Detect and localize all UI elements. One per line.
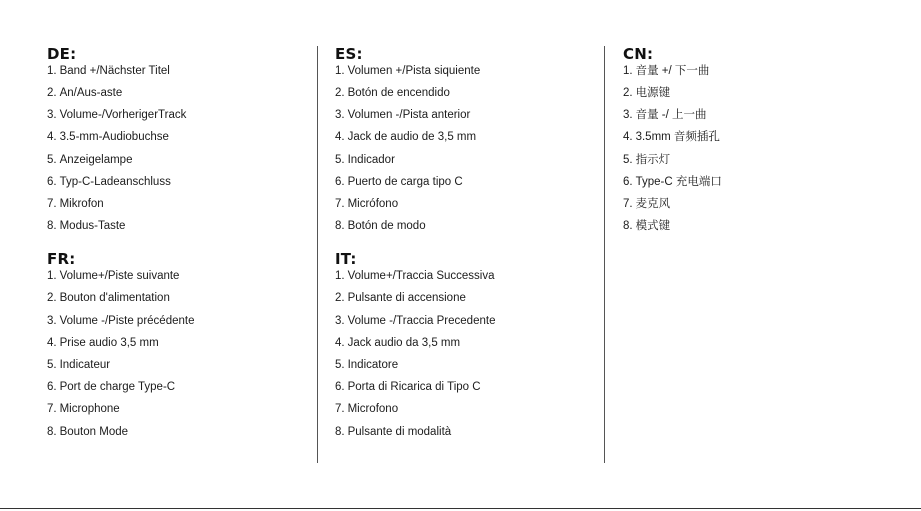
- list-item: 8. Bouton Mode: [47, 425, 129, 438]
- item-label: Type-C 充电端口: [635, 175, 722, 188]
- item-label: Volume-/VorherigerTrack: [59, 109, 187, 122]
- parts-list: [623, 63, 883, 237]
- list-item: 6. Puerto de carga tipo C: [335, 175, 463, 188]
- bottom-rule: [0, 508, 921, 509]
- item-label: Botón de modo: [347, 220, 426, 233]
- section-it: [335, 251, 597, 442]
- list-item: 7. Microphone: [47, 403, 120, 416]
- list-item: 8. Modus-Taste: [47, 220, 126, 233]
- item-label: Volume+/Piste suivante: [59, 270, 180, 283]
- item-label: 麦克风: [635, 198, 671, 211]
- item-label: Jack audio da 3,5 mm: [347, 336, 461, 349]
- list-item: 5. 指示灯: [623, 153, 671, 166]
- list-item: 5. Indicatore: [335, 359, 399, 372]
- column-de-fr: [47, 46, 309, 443]
- list-item: 8. 模式键: [623, 220, 671, 233]
- item-label: Volumen -/Pista anterior: [347, 109, 471, 122]
- list-item: 1. Band +/Nächster Titel: [47, 65, 170, 77]
- list-item: 3. Volumen -/Pista anterior: [335, 109, 471, 122]
- section-heading: DE:: [47, 45, 77, 63]
- section-cn: [623, 46, 883, 237]
- list-item: 4. Prise audio 3,5 mm: [47, 336, 159, 349]
- item-label: 3.5-mm-Audiobuchse: [59, 131, 169, 144]
- list-item: 1. Volume+/Piste suivante: [47, 270, 180, 283]
- column-divider: [317, 46, 318, 463]
- list-item: 3. Volume-/VorherigerTrack: [47, 109, 187, 122]
- parts-list: [47, 268, 309, 442]
- list-item: 7. Microfono: [335, 403, 399, 416]
- item-label: Volume+/Traccia Successiva: [347, 270, 495, 283]
- item-label: Porta di Ricarica di Tipo C: [347, 381, 481, 394]
- item-label: Volume -/Piste précédente: [59, 314, 195, 327]
- list-item: 3. Volume -/Traccia Precedente: [335, 314, 496, 327]
- list-item: 1. Volumen +/Pista siquiente: [335, 65, 481, 77]
- column-es-it: [335, 46, 597, 443]
- list-item: 6. Typ-C-Ladeanschluss: [47, 175, 171, 188]
- list-item: 3. Volume -/Piste précédente: [47, 314, 195, 327]
- section-heading: ES:: [335, 45, 363, 63]
- item-label: Typ-C-Ladeanschluss: [59, 175, 171, 188]
- item-label: 音量 +/ 下一曲: [635, 65, 710, 77]
- section-fr: [47, 251, 309, 442]
- list-item: 7. Mikrofon: [47, 198, 104, 211]
- item-label: Bouton d'alimentation: [59, 292, 170, 305]
- section-heading: IT:: [335, 250, 357, 269]
- list-item: 1. Volume+/Traccia Successiva: [335, 270, 495, 283]
- list-item: 6. Type-C 充电端口: [623, 175, 722, 188]
- item-label: Volumen +/Pista siquiente: [347, 65, 481, 77]
- item-label: Bouton Mode: [59, 425, 129, 438]
- list-item: 2. Pulsante di accensione: [335, 292, 466, 305]
- list-item: 1. 音量 +/ 下一曲: [623, 65, 710, 77]
- item-label: Indicateur: [59, 359, 111, 372]
- section-de: [47, 46, 309, 237]
- item-label: Indicatore: [347, 359, 399, 372]
- section-heading: FR:: [47, 250, 76, 269]
- list-item: 2. Bouton d'alimentation: [47, 292, 170, 305]
- item-label: 模式键: [635, 220, 671, 233]
- column-cn: [623, 46, 883, 237]
- item-label: Pulsante di accensione: [347, 292, 466, 305]
- list-item: 5. Indicador: [335, 153, 395, 166]
- item-label: Micrófono: [347, 198, 399, 211]
- item-label: Prise audio 3,5 mm: [59, 336, 159, 349]
- parts-list: [335, 268, 597, 442]
- list-item: 3. 音量 -/ 上一曲: [623, 109, 707, 122]
- item-label: Microfono: [347, 403, 399, 416]
- parts-list: [335, 63, 597, 237]
- item-label: Pulsante di modalità: [347, 425, 452, 438]
- list-item: 7. Micrófono: [335, 198, 399, 211]
- item-label: Puerto de carga tipo C: [347, 175, 463, 188]
- list-item: 2. Botón de encendido: [335, 87, 450, 99]
- item-label: Mikrofon: [59, 198, 104, 211]
- list-item: 2. An/Aus-aste: [47, 87, 123, 99]
- parts-list: [47, 63, 309, 237]
- list-item: 4. 3.5mm 音频插孔: [623, 131, 720, 144]
- list-item: 5. Anzeigelampe: [47, 153, 133, 166]
- list-item: 6. Port de charge Type-C: [47, 381, 176, 394]
- list-item: 4. 3.5-mm-Audiobuchse: [47, 131, 169, 144]
- list-item: 5. Indicateur: [47, 359, 111, 372]
- list-item: 8. Pulsante di modalità: [335, 425, 452, 438]
- item-label: Indicador: [347, 153, 395, 166]
- section-es: [335, 46, 597, 237]
- list-item: 6. Porta di Ricarica di Tipo C: [335, 381, 481, 394]
- item-label: Modus-Taste: [59, 220, 126, 233]
- item-label: 指示灯: [635, 153, 671, 166]
- item-label: 电源键: [635, 87, 671, 99]
- item-label: Port de charge Type-C: [59, 381, 176, 394]
- list-item: 8. Botón de modo: [335, 220, 426, 233]
- list-item: 4. Jack de audio de 3,5 mm: [335, 131, 477, 144]
- item-label: Anzeigelampe: [59, 153, 133, 166]
- list-item: 2. 电源键: [623, 87, 671, 99]
- item-label: An/Aus-aste: [59, 87, 123, 99]
- section-heading: CN:: [623, 45, 654, 63]
- list-item: 4. Jack audio da 3,5 mm: [335, 336, 461, 349]
- column-divider: [604, 46, 605, 463]
- list-item: 7. 麦克风: [623, 198, 671, 211]
- item-label: Volume -/Traccia Precedente: [347, 314, 496, 327]
- item-label: Band +/Nächster Titel: [59, 65, 170, 77]
- item-label: 3.5mm 音频插孔: [635, 131, 720, 144]
- item-label: 音量 -/ 上一曲: [635, 109, 707, 122]
- item-label: Botón de encendido: [347, 87, 450, 99]
- item-label: Microphone: [59, 403, 120, 416]
- item-label: Jack de audio de 3,5 mm: [347, 131, 477, 144]
